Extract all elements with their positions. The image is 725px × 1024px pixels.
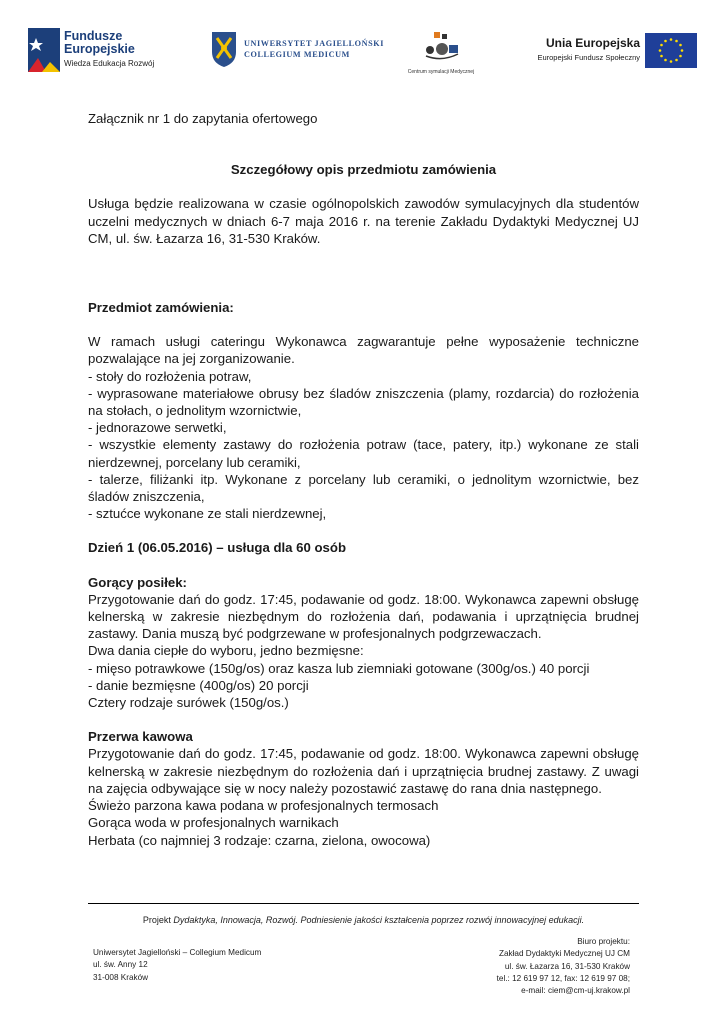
list-item: - wszystkie elementy zastawy do rozłożenia potraw (tace, patery, itp.) wykonane ze stali nierdzewnej, porcelany lub ceramiki,	[88, 437, 639, 470]
coffee-break-line: Gorąca woda w profesjonalnych warnikach	[88, 815, 339, 831]
footer-right-line: tel.: 12 619 97 12, fax: 12 619 97 08;	[496, 973, 630, 983]
footer-left-line: ul. św. Anny 12	[93, 960, 148, 970]
attachment-label: Załącznik nr 1 do zapytania ofertowego	[88, 111, 318, 126]
subject-heading: Przedmiot zamówienia:	[88, 300, 234, 316]
fe-line1: Fundusze	[64, 29, 123, 43]
footer-left-line: 31-008 Kraków	[93, 972, 149, 982]
uj-line1: UNIWERSYTET JAGIELLOŃSKI	[244, 39, 385, 48]
page-header	[0, 0, 725, 95]
footer-divider	[88, 903, 639, 904]
list-item: - stoły do rozłożenia potraw,	[88, 368, 252, 384]
list-item: - wyprasowane materiałowe obrusy bez śladów zniszczenia (plamy, rozdarcia) do rozłożenia na stołach, o jednolitym wzornictwie,	[88, 385, 639, 419]
footer-right-line: Biuro projektu:	[577, 937, 630, 946]
intro-paragraph: Usługa będzie realizowana w czasie ogólnopolskich zawodów symulacyjnych dla studentów uczelni medycznych w dniach 6-7 maja 2016 r. na terenie Zakładu Dydaktyki Medycznej UJ CM, ul. św. Łazarza 16, 31-530 Kraków.	[88, 196, 639, 246]
eu-flag-icon	[645, 33, 697, 68]
coffee-break-line: Świeżo parzona kawa podana w profesjonalnych termosach	[88, 798, 439, 814]
hot-meal-line: Cztery rodzaje surówek (150g/os.)	[88, 695, 289, 711]
eu-line2: Europejski Fundusz Społeczny	[537, 53, 640, 62]
footer-right-line: Zakład Dydaktyki Medycznej UJ CM	[498, 949, 630, 959]
csm-caption: Centrum symulacji Medycznej	[407, 69, 475, 75]
eu-line1: Unia Europejska	[545, 36, 640, 50]
hot-meal-line: Dwa dania ciepłe do wyboru, jedno bezmięsne:	[88, 643, 364, 659]
footer-project	[88, 915, 639, 925]
list-item: - jednorazowe serwetki,	[88, 420, 227, 436]
footer-address-right	[497, 936, 630, 997]
list-item: - talerze, filiżanki itp. Wykonane z porcelany lub ceramiki, o jednolitym wzornictwie, bez śladów zniszczenia,	[88, 471, 639, 505]
document-title: Szczegółowy opis przedmiotu zamówienia	[230, 162, 497, 178]
uniwersytet-jagiellonski-logo	[210, 30, 385, 72]
fe-line2: Europejskie	[64, 42, 135, 56]
hot-meal-line: - danie bezmięsne (400g/os) 20 porcji	[88, 677, 309, 693]
footer-address-left	[93, 947, 261, 984]
day1-heading: Dzień 1 (06.05.2016) – usługa dla 60 osób	[88, 540, 346, 556]
footer-right-line: ul. św. Łazarza 16, 31-530 Kraków	[504, 961, 630, 971]
subject-intro: W ramach usługi cateringu Wykonawca zagwarantuje pełne wyposażenie techniczne pozwalające na jej zorganizowanie.	[88, 334, 639, 367]
footer-right-line: e-mail: ciem@cm-uj.krakow.pl	[521, 986, 630, 996]
footer-left-line: Uniwersytet Jagielloński – Collegium Medicum	[93, 948, 262, 957]
fundusze-europejskie-mark-icon	[28, 28, 60, 72]
coffee-break-heading: Przerwa kawowa	[88, 729, 193, 745]
hot-meal-heading: Gorący posiłek:	[88, 574, 187, 590]
hot-meal-description: Przygotowanie dań do godz. 17:45, podawanie od godz. 18:00. Wykonawca zapewni obsługę kelnerską w zakresie niezbędnym do rozłożenia dań, podawania i uprzątnięcia brudnej zastawy. Dania muszą być podgrzewane w profesjonalnych podgrzewaczach.	[88, 591, 639, 642]
coffee-break-description: Przygotowanie dań do godz. 17:45, podawanie od godz. 18:00. Wykonawca zapewni obsługę kelnerską w zakresie niezbędnym do rozłożenia dań i uprzątnięcia brudnej zastawy. Z uwagi na zajęcia odbywające się w nocy należy pozostawić zastawę do rana dnia następnego.	[88, 746, 639, 796]
footer-project-prefix: Projekt	[142, 915, 174, 925]
footer-project-title: Dydaktyka, Innowacja, Rozwój. Podniesienie jakości kształcenia poprzez rozwój innowacyjnej edukacji.	[173, 915, 585, 925]
coffee-break-line: Herbata (co najmniej 3 rodzaje: czarna, zielona, owocowa)	[88, 832, 431, 848]
uj-crest-icon	[210, 30, 238, 68]
list-item: - sztućce wykonane ze stali nierdzewnej,	[88, 506, 327, 522]
uj-line2: COLLEGIUM MEDICUM	[244, 50, 350, 59]
unia-europejska-logo	[515, 33, 697, 73]
centrum-symulacji-logo	[405, 32, 477, 80]
hot-meal-line: - mięso potrawkowe (150g/os) oraz kasza lub ziemniaki gotowane (300g/os.) 40 porcji	[88, 660, 590, 676]
document-body	[88, 110, 639, 849]
fe-line3: Wiedza Edukacja Rozwój	[64, 59, 155, 68]
fundusze-europejskie-logo	[28, 26, 168, 74]
simulation-center-icon	[422, 32, 462, 64]
